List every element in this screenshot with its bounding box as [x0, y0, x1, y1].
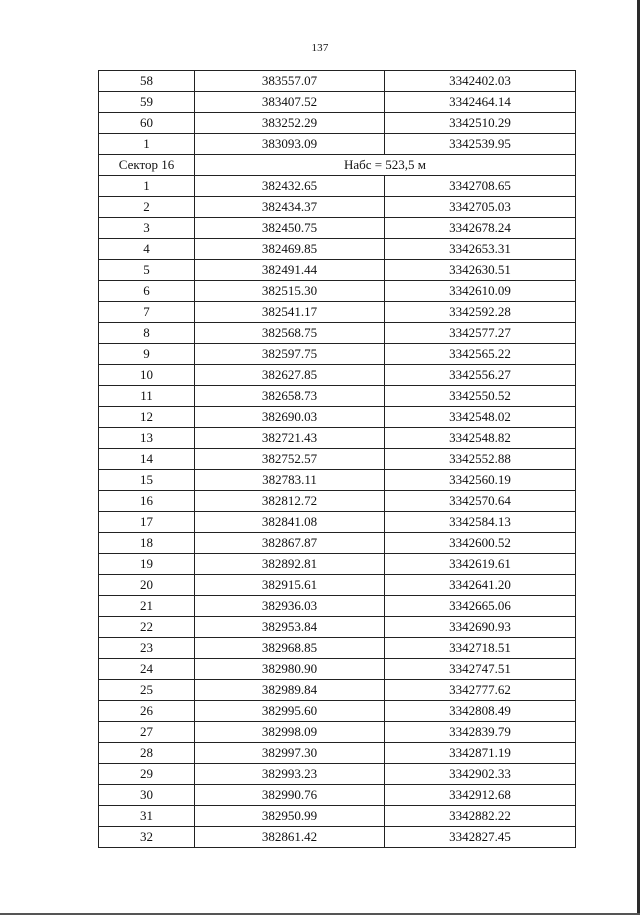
- point-number-cell: 16: [99, 491, 195, 512]
- x-coordinate-cell: 382915.61: [195, 575, 385, 596]
- y-coordinate-cell: 3342539.95: [385, 134, 576, 155]
- x-coordinate-cell: 382980.90: [195, 659, 385, 680]
- table-row: [99, 722, 576, 743]
- y-coordinate-cell: 3342565.22: [385, 344, 576, 365]
- y-coordinate-cell: 3342600.52: [385, 533, 576, 554]
- table-row: [99, 344, 576, 365]
- table-row: [99, 218, 576, 239]
- table-row: [99, 554, 576, 575]
- page-number: 137: [311, 42, 329, 54]
- table-row: [99, 239, 576, 260]
- table-row: [99, 113, 576, 134]
- x-coordinate-cell: 383252.29: [195, 113, 385, 134]
- table-row: [99, 197, 576, 218]
- table-row: [99, 533, 576, 554]
- y-coordinate-cell: 3342570.64: [385, 491, 576, 512]
- y-coordinate-cell: 3342630.51: [385, 260, 576, 281]
- x-coordinate-cell: 382997.30: [195, 743, 385, 764]
- table-row: [99, 596, 576, 617]
- y-coordinate-cell: 3342678.24: [385, 218, 576, 239]
- x-coordinate-cell: 383407.52: [195, 92, 385, 113]
- table-body-main: [99, 176, 576, 848]
- y-coordinate-cell: 3342556.27: [385, 365, 576, 386]
- y-coordinate-cell: 3342747.51: [385, 659, 576, 680]
- point-number-cell: 28: [99, 743, 195, 764]
- y-coordinate-cell: 3342690.93: [385, 617, 576, 638]
- x-coordinate-cell: 382953.84: [195, 617, 385, 638]
- x-coordinate-cell: 383557.07: [195, 71, 385, 92]
- x-coordinate-cell: 382783.11: [195, 470, 385, 491]
- point-number-cell: 2: [99, 197, 195, 218]
- x-coordinate-cell: 382491.44: [195, 260, 385, 281]
- point-number-cell: 15: [99, 470, 195, 491]
- x-coordinate-cell: 382892.81: [195, 554, 385, 575]
- point-number-cell: 58: [99, 71, 195, 92]
- x-coordinate-cell: 382993.23: [195, 764, 385, 785]
- table-row: [99, 617, 576, 638]
- sector-header-group: [99, 155, 576, 176]
- table-row: [99, 92, 576, 113]
- table-body-top: [99, 71, 576, 155]
- x-coordinate-cell: 382627.85: [195, 365, 385, 386]
- point-number-cell: 10: [99, 365, 195, 386]
- y-coordinate-cell: 3342827.45: [385, 827, 576, 848]
- table-row: [99, 407, 576, 428]
- y-coordinate-cell: 3342402.03: [385, 71, 576, 92]
- table-row: [99, 806, 576, 827]
- table-row: [99, 491, 576, 512]
- y-coordinate-cell: 3342705.03: [385, 197, 576, 218]
- x-coordinate-cell: 382568.75: [195, 323, 385, 344]
- point-number-cell: 60: [99, 113, 195, 134]
- y-coordinate-cell: 3342610.09: [385, 281, 576, 302]
- y-coordinate-cell: 3342653.31: [385, 239, 576, 260]
- point-number-cell: 6: [99, 281, 195, 302]
- x-coordinate-cell: 382950.99: [195, 806, 385, 827]
- x-coordinate-cell: 382658.73: [195, 386, 385, 407]
- table-row: [99, 701, 576, 722]
- y-coordinate-cell: 3342619.61: [385, 554, 576, 575]
- table-row: [99, 470, 576, 491]
- x-coordinate-cell: 382541.17: [195, 302, 385, 323]
- point-number-cell: 14: [99, 449, 195, 470]
- x-coordinate-cell: 382434.37: [195, 197, 385, 218]
- point-number-cell: 30: [99, 785, 195, 806]
- sector-note: Набс = 523,5 м: [195, 155, 576, 176]
- table-row: [99, 260, 576, 281]
- x-coordinate-cell: 382841.08: [195, 512, 385, 533]
- table-row: [99, 680, 576, 701]
- table-row: [99, 659, 576, 680]
- y-coordinate-cell: 3342708.65: [385, 176, 576, 197]
- table-row: [99, 323, 576, 344]
- point-number-cell: 1: [99, 176, 195, 197]
- x-coordinate-cell: 382968.85: [195, 638, 385, 659]
- table-row: [99, 302, 576, 323]
- y-coordinate-cell: 3342510.29: [385, 113, 576, 134]
- x-coordinate-cell: 382989.84: [195, 680, 385, 701]
- y-coordinate-cell: 3342665.06: [385, 596, 576, 617]
- point-number-cell: 27: [99, 722, 195, 743]
- y-coordinate-cell: 3342560.19: [385, 470, 576, 491]
- coordinates-table: [98, 70, 576, 848]
- point-number-cell: 20: [99, 575, 195, 596]
- point-number-cell: 13: [99, 428, 195, 449]
- table-row: [99, 449, 576, 470]
- table-row: [99, 428, 576, 449]
- point-number-cell: 5: [99, 260, 195, 281]
- point-number-cell: 9: [99, 344, 195, 365]
- x-coordinate-cell: 382690.03: [195, 407, 385, 428]
- y-coordinate-cell: 3342577.27: [385, 323, 576, 344]
- point-number-cell: 32: [99, 827, 195, 848]
- sector-label: Сектор 16: [99, 155, 195, 176]
- y-coordinate-cell: 3342718.51: [385, 638, 576, 659]
- table-row: [99, 176, 576, 197]
- x-coordinate-cell: 383093.09: [195, 134, 385, 155]
- y-coordinate-cell: 3342902.33: [385, 764, 576, 785]
- table-row: [99, 575, 576, 596]
- point-number-cell: 8: [99, 323, 195, 344]
- point-number-cell: 25: [99, 680, 195, 701]
- table-row: [99, 638, 576, 659]
- y-coordinate-cell: 3342552.88: [385, 449, 576, 470]
- point-number-cell: 7: [99, 302, 195, 323]
- point-number-cell: 31: [99, 806, 195, 827]
- x-coordinate-cell: 382432.65: [195, 176, 385, 197]
- x-coordinate-cell: 382812.72: [195, 491, 385, 512]
- y-coordinate-cell: 3342548.02: [385, 407, 576, 428]
- y-coordinate-cell: 3342882.22: [385, 806, 576, 827]
- table-row: [99, 386, 576, 407]
- y-coordinate-cell: 3342641.20: [385, 575, 576, 596]
- x-coordinate-cell: 382721.43: [195, 428, 385, 449]
- y-coordinate-cell: 3342871.19: [385, 743, 576, 764]
- table-row: [99, 134, 576, 155]
- point-number-cell: 1: [99, 134, 195, 155]
- y-coordinate-cell: 3342548.82: [385, 428, 576, 449]
- y-coordinate-cell: 3342912.68: [385, 785, 576, 806]
- x-coordinate-cell: 382861.42: [195, 827, 385, 848]
- point-number-cell: 59: [99, 92, 195, 113]
- x-coordinate-cell: 382936.03: [195, 596, 385, 617]
- point-number-cell: 17: [99, 512, 195, 533]
- table-row: [99, 71, 576, 92]
- x-coordinate-cell: 382515.30: [195, 281, 385, 302]
- table-row: [99, 785, 576, 806]
- table-row: [99, 365, 576, 386]
- y-coordinate-cell: 3342550.52: [385, 386, 576, 407]
- point-number-cell: 29: [99, 764, 195, 785]
- x-coordinate-cell: 382990.76: [195, 785, 385, 806]
- point-number-cell: 24: [99, 659, 195, 680]
- point-number-cell: 21: [99, 596, 195, 617]
- y-coordinate-cell: 3342839.79: [385, 722, 576, 743]
- point-number-cell: 26: [99, 701, 195, 722]
- point-number-cell: 11: [99, 386, 195, 407]
- point-number-cell: 4: [99, 239, 195, 260]
- table-row: [99, 281, 576, 302]
- point-number-cell: 18: [99, 533, 195, 554]
- x-coordinate-cell: 382597.75: [195, 344, 385, 365]
- table-row: [99, 764, 576, 785]
- point-number-cell: 23: [99, 638, 195, 659]
- sector-row: [99, 155, 576, 176]
- x-coordinate-cell: 382867.87: [195, 533, 385, 554]
- point-number-cell: 22: [99, 617, 195, 638]
- y-coordinate-cell: 3342584.13: [385, 512, 576, 533]
- x-coordinate-cell: 382450.75: [195, 218, 385, 239]
- y-coordinate-cell: 3342592.28: [385, 302, 576, 323]
- x-coordinate-cell: 382998.09: [195, 722, 385, 743]
- point-number-cell: 3: [99, 218, 195, 239]
- x-coordinate-cell: 382995.60: [195, 701, 385, 722]
- table-row: [99, 743, 576, 764]
- x-coordinate-cell: 382752.57: [195, 449, 385, 470]
- point-number-cell: 12: [99, 407, 195, 428]
- table-row: [99, 512, 576, 533]
- x-coordinate-cell: 382469.85: [195, 239, 385, 260]
- y-coordinate-cell: 3342464.14: [385, 92, 576, 113]
- point-number-cell: 19: [99, 554, 195, 575]
- table-row: [99, 827, 576, 848]
- y-coordinate-cell: 3342808.49: [385, 701, 576, 722]
- y-coordinate-cell: 3342777.62: [385, 680, 576, 701]
